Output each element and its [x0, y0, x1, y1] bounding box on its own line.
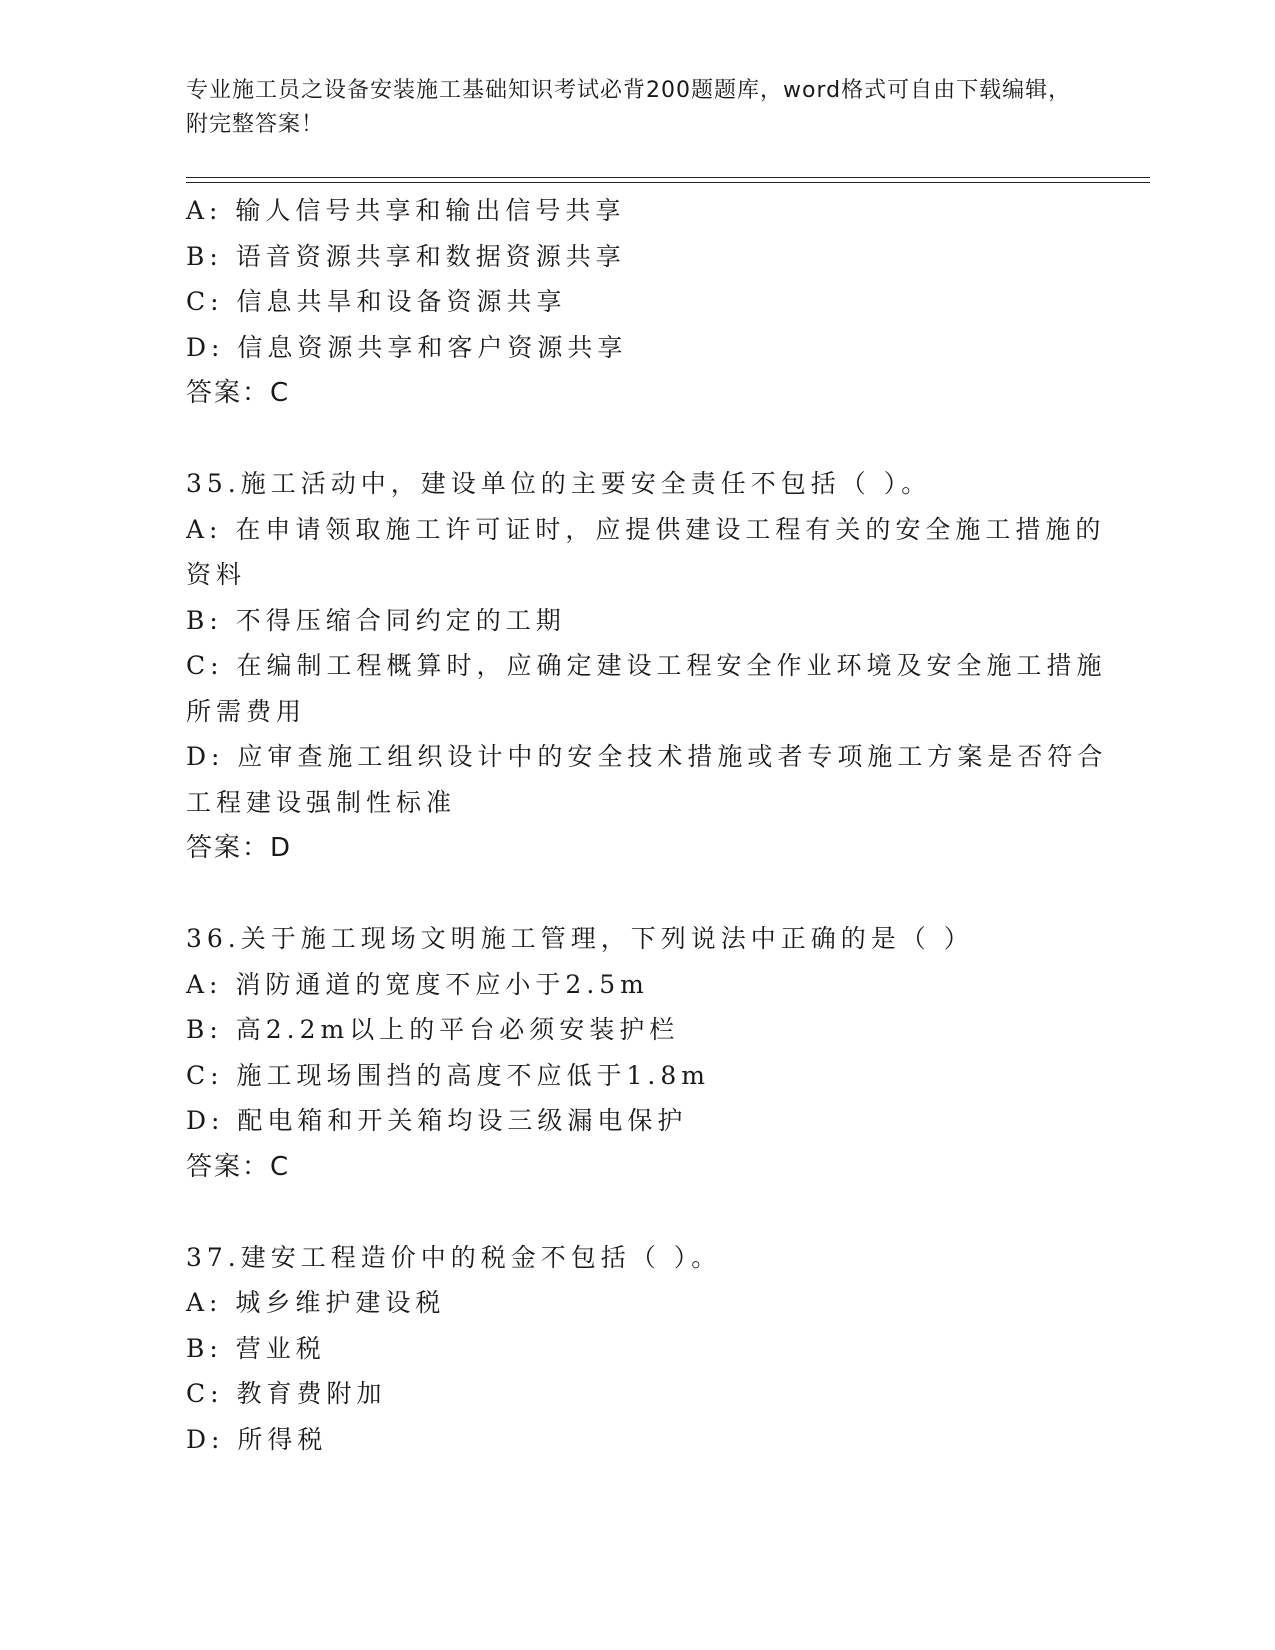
option-d: D: 配电箱和开关箱均设三级漏电保护	[186, 1106, 688, 1135]
spacer	[186, 871, 1086, 916]
option-d: D: 应审查施工组织设计中的安全技术措施或者专项施工方案是否符合	[186, 742, 1108, 771]
option-c: C: 在编制工程概算时，应确定建设工程安全作业环境及安全施工措施	[186, 651, 1107, 680]
option-b: B: 营业税	[186, 1333, 326, 1363]
option-d: D: 所得税	[186, 1424, 328, 1454]
question-36	[186, 916, 1086, 1190]
option-d-continued: 工程建设强制性标准	[186, 787, 457, 817]
option-a: A: 在申请领取施工许可证时，应提供建设工程有关的安全施工措施的	[186, 514, 1106, 544]
option-c: C: 教育费附加	[186, 1379, 387, 1408]
question-34	[186, 188, 1086, 416]
header-divider-top	[186, 177, 1150, 178]
option-a: A: 城乡维护建设税	[186, 1288, 446, 1317]
document-header: 专业施工员之设备安装施工基础知识考试必背200题题库，word格式可自由下载编辑，附完整答案！	[186, 78, 1072, 137]
question-text: 37.建安工程造价中的税金不包括（ ）。	[186, 1242, 722, 1272]
question-37	[186, 1235, 1086, 1463]
option-a: A: 消防通道的宽度不应小于2.5m	[186, 969, 649, 999]
spacer	[186, 1190, 1086, 1235]
answer: 答案：D	[186, 833, 293, 863]
option-b: B: 语音资源共享和数据资源共享	[186, 241, 626, 271]
answer: 答案：C	[186, 1151, 291, 1182]
header-divider-bottom	[186, 182, 1150, 183]
question-35	[186, 461, 1108, 871]
option-a: A: 输人信号共享和输出信号共享	[186, 196, 626, 225]
question-text: 36.关于施工现场文明施工管理，下列说法中正确的是（ ）	[186, 924, 974, 953]
option-b: B: 不得压缩合同约定的工期	[186, 605, 566, 635]
option-c-continued: 所需费用	[186, 696, 307, 726]
option-c: C: 施工现场围挡的高度不应低于1.8m	[186, 1060, 710, 1090]
option-c: C: 信息共旱和设备资源共享	[186, 287, 567, 316]
option-b: B: 高2.2m以上的平台必须安装护栏	[186, 1015, 680, 1044]
answer: 答案：C	[186, 378, 291, 408]
option-a-continued: 资料	[186, 560, 247, 589]
spacer	[186, 416, 1086, 461]
option-d: D: 信息资源共享和客户资源共享	[186, 332, 628, 362]
question-text: 35.施工活动中，建设单位的主要安全责任不包括（ ）。	[186, 469, 932, 498]
question-list	[186, 188, 1108, 1462]
